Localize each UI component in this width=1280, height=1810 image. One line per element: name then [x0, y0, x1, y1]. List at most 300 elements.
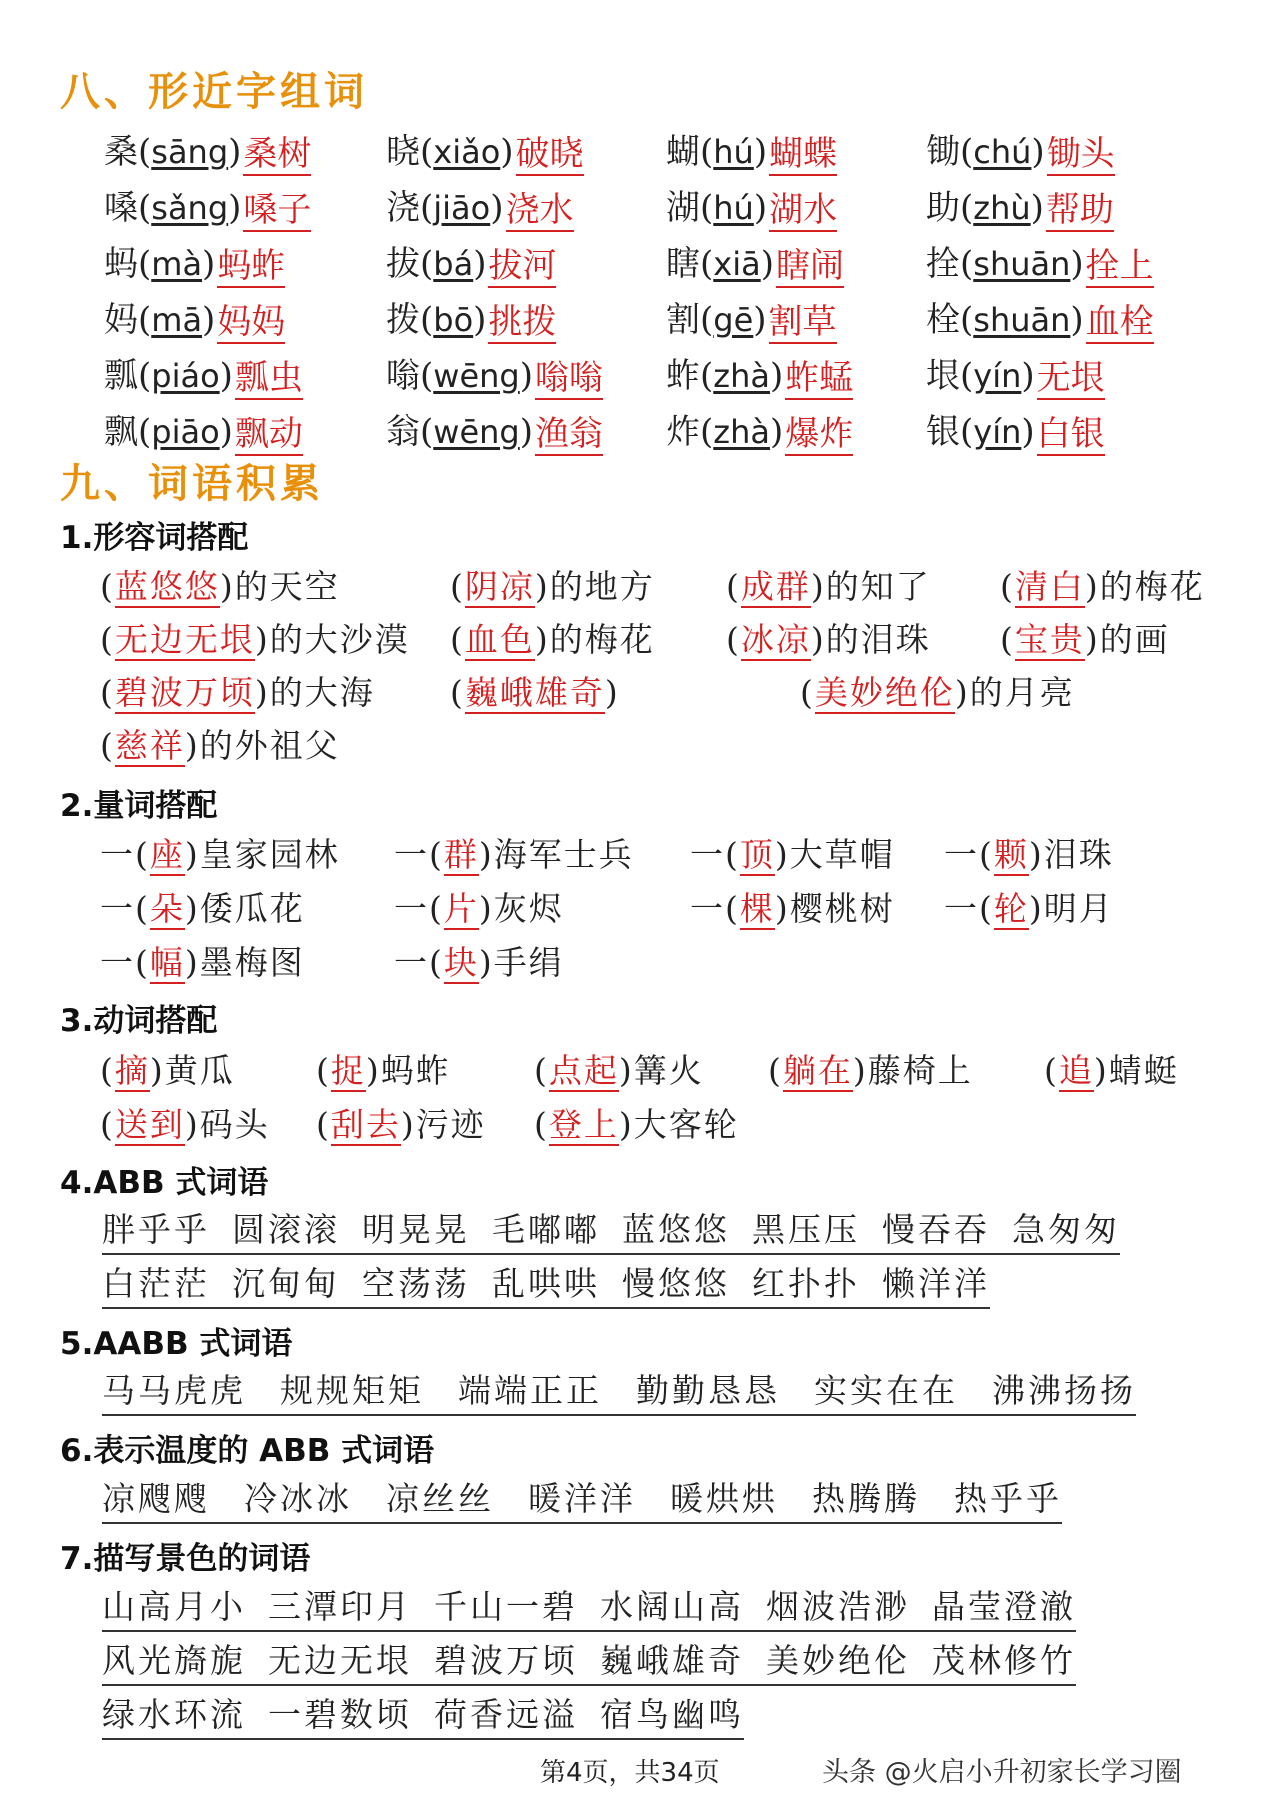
open-paren: ( [960, 188, 974, 228]
answer-word: 点起 [548, 1051, 619, 1090]
character: 翁 [386, 412, 420, 452]
character: 蚂 [104, 244, 138, 284]
close-paren: ) [1030, 188, 1044, 228]
close-paren: ) [184, 943, 200, 982]
prefix: 一 [100, 889, 135, 928]
open-paren: ( [725, 835, 740, 874]
similar-char-pair [666, 400, 853, 456]
word-item: 急匆匆 [1012, 1210, 1120, 1249]
pinyin: shuān [973, 301, 1071, 339]
answer-word: 顶 [739, 835, 775, 874]
character: 瓢 [104, 356, 138, 396]
answer-word: 湖水 [769, 190, 838, 230]
verb-collocation-title: 3.动词搭配 [60, 1003, 218, 1039]
answer-word: 美妙绝伦 [814, 673, 955, 712]
word-item: 沸沸扬扬 [992, 1371, 1136, 1410]
close-paren: ) [478, 889, 494, 928]
verb-phrase [100, 1103, 270, 1147]
close-paren: ) [760, 244, 774, 284]
answer-word: 破晓 [515, 134, 584, 174]
phrase-text: 篝火 [633, 1051, 704, 1090]
character: 蝴 [666, 132, 700, 172]
answer-word: 刮去 [330, 1105, 401, 1144]
close-paren: ) [219, 412, 233, 452]
word-item: 无边无垠 [268, 1641, 412, 1680]
word-item: 红扑扑 [752, 1264, 860, 1303]
similar-char-pair [926, 288, 1154, 344]
answer-word: 群 [443, 835, 479, 874]
word-item: 乱哄哄 [492, 1264, 600, 1303]
prefix: 一 [690, 889, 725, 928]
answer-word: 浇水 [505, 190, 574, 230]
scenery-words-line-1 [102, 1584, 1076, 1632]
similar-char-pair [104, 344, 303, 400]
pinyin: shuān [973, 245, 1071, 283]
similar-char-pair [926, 176, 1114, 232]
close-paren: ) [184, 726, 200, 765]
answer-word: 渔翁 [534, 414, 603, 454]
temperature-words-line-1 [102, 1476, 1062, 1524]
pinyin: zhà [713, 413, 770, 451]
pinyin: sāng [151, 133, 229, 171]
phrase-text: 的外祖父 [199, 726, 340, 765]
character: 蚱 [666, 356, 700, 396]
pinyin: mā [151, 301, 203, 339]
character: 炸 [666, 412, 700, 452]
word-item: 三潭印月 [268, 1587, 412, 1626]
phrase-text: 的月亮 [969, 673, 1075, 712]
scenery-words-line-2 [102, 1638, 1076, 1686]
open-paren: ( [100, 726, 115, 765]
word-item: 巍峨雄奇 [600, 1641, 744, 1680]
measure-word-phrase [944, 887, 1114, 931]
aabb-words-title: 5.AABB 式词语 [60, 1326, 293, 1362]
close-paren: ) [774, 889, 790, 928]
answer-word: 幅 [149, 943, 185, 982]
abb-words-line-1 [102, 1207, 1120, 1255]
close-paren: ) [473, 244, 487, 284]
open-paren: ( [1000, 620, 1015, 659]
close-paren: ) [1031, 132, 1045, 172]
close-paren: ) [1021, 412, 1035, 452]
pinyin: wēng [433, 357, 520, 395]
similar-char-pair [386, 232, 556, 288]
character: 拨 [386, 300, 420, 340]
similar-char-pair [666, 288, 837, 344]
word-item: 慢吞吞 [882, 1210, 990, 1249]
similar-char-pair [666, 176, 837, 232]
similar-char-row [104, 120, 1204, 176]
close-paren: ) [400, 1105, 416, 1144]
adjective-phrase [1000, 618, 1170, 662]
open-paren: ( [420, 188, 434, 228]
answer-word: 拴上 [1085, 246, 1154, 286]
word-item: 水阔山高 [600, 1587, 744, 1626]
word-item: 实实在在 [814, 1371, 958, 1410]
open-paren: ( [979, 835, 994, 874]
answer-word: 瞎闹 [775, 246, 844, 286]
adjective-phrase [100, 565, 340, 609]
similar-char-row [104, 176, 1204, 232]
open-paren: ( [768, 1051, 783, 1090]
pinyin: jiāo [433, 189, 491, 227]
word-item: 千山一碧 [434, 1587, 578, 1626]
similar-char-pair [666, 232, 844, 288]
phrase-text: 大客轮 [633, 1105, 739, 1144]
answer-word: 白银 [1036, 414, 1105, 454]
open-paren: ( [316, 1105, 331, 1144]
open-paren: ( [450, 620, 465, 659]
phrase-text: 的地方 [549, 567, 655, 606]
similar-char-pair [926, 232, 1154, 288]
verb-phrase [316, 1049, 451, 1093]
word-item: 马马虎虎 [102, 1371, 246, 1410]
pinyin: piáo [151, 357, 220, 395]
answer-word: 轮 [993, 889, 1029, 928]
pinyin: piāo [151, 413, 220, 451]
section-8-title: 八、形近字组词 [60, 69, 368, 115]
similar-char-row [104, 288, 1204, 344]
open-paren: ( [138, 300, 152, 340]
close-paren: ) [184, 889, 200, 928]
watermark: 头条 @火启小升初家长学习圈 [822, 1757, 1182, 1788]
similar-char-pair [386, 400, 603, 456]
open-paren: ( [534, 1051, 549, 1090]
phrase-text: 的泪珠 [825, 620, 931, 659]
similar-char-row [104, 344, 1204, 400]
phrase-text: 蚂蚱 [380, 1051, 451, 1090]
answer-word: 巍峨雄奇 [464, 673, 605, 712]
close-paren: ) [184, 835, 200, 874]
answer-word: 追 [1058, 1051, 1094, 1090]
word-item: 白茫茫 [102, 1264, 210, 1303]
phrase-text: 手绢 [493, 943, 564, 982]
close-paren: ) [228, 132, 242, 172]
verb-phrase [534, 1103, 739, 1147]
adjective-phrase [100, 724, 340, 768]
answer-word: 登上 [548, 1105, 619, 1144]
answer-word: 阴凉 [464, 567, 535, 606]
phrase-text: 藤椅上 [867, 1051, 973, 1090]
answer-word: 块 [443, 943, 479, 982]
word-item: 热腾腾 [812, 1479, 920, 1518]
adjective-phrase [450, 671, 620, 715]
open-paren: ( [1000, 567, 1015, 606]
verb-phrase [1044, 1049, 1179, 1093]
close-paren: ) [954, 673, 970, 712]
close-paren: ) [604, 673, 620, 712]
close-paren: ) [1084, 620, 1100, 659]
open-paren: ( [138, 244, 152, 284]
similar-char-pair [386, 288, 556, 344]
phrase-text: 樱桃树 [789, 889, 895, 928]
temperature-words-title: 6.表示温度的 ABB 式词语 [60, 1433, 435, 1469]
close-paren: ) [534, 620, 550, 659]
prefix: 一 [394, 889, 429, 928]
character: 湖 [666, 188, 700, 228]
phrase-text: 墨梅图 [199, 943, 305, 982]
open-paren: ( [138, 412, 152, 452]
open-paren: ( [138, 132, 152, 172]
character: 锄 [926, 132, 960, 172]
answer-word: 宝贵 [1014, 620, 1085, 659]
open-paren: ( [960, 244, 974, 284]
open-paren: ( [420, 244, 434, 284]
word-item: 圆滚滚 [232, 1210, 340, 1249]
open-paren: ( [726, 620, 741, 659]
verb-phrase [100, 1049, 235, 1093]
close-paren: ) [490, 188, 504, 228]
close-paren: ) [500, 132, 514, 172]
word-item: 山高月小 [102, 1587, 246, 1626]
close-paren: ) [365, 1051, 381, 1090]
answer-word: 飘动 [234, 414, 303, 454]
open-paren: ( [960, 356, 974, 396]
answer-word: 爆炸 [785, 414, 854, 454]
open-paren: ( [700, 132, 714, 172]
abb-words-title: 4.ABB 式词语 [60, 1165, 269, 1201]
answer-word: 蚱蜢 [785, 358, 854, 398]
close-paren: ) [753, 300, 767, 340]
word-item: 毛嘟嘟 [492, 1210, 600, 1249]
close-paren: ) [769, 412, 784, 452]
character: 飘 [104, 412, 138, 452]
answer-word: 送到 [114, 1105, 185, 1144]
close-paren: ) [534, 567, 550, 606]
measure-word-phrase [690, 833, 895, 877]
pinyin: gē [713, 301, 754, 339]
character: 拴 [926, 244, 960, 284]
open-paren: ( [726, 567, 741, 606]
pinyin: zhà [713, 357, 770, 395]
open-paren: ( [534, 1105, 549, 1144]
answer-word: 割草 [768, 302, 837, 342]
phrase-text: 的画 [1099, 620, 1170, 659]
pinyin: zhù [973, 189, 1031, 227]
phrase-text: 大草帽 [789, 835, 895, 874]
close-paren: ) [1070, 244, 1084, 284]
pinyin: chú [973, 133, 1032, 171]
pinyin: bá [433, 245, 474, 283]
close-paren: ) [473, 300, 487, 340]
similar-char-grid [104, 120, 1204, 456]
word-item: 绿水环流 [102, 1695, 246, 1734]
adjective-phrase [800, 671, 1075, 715]
open-paren: ( [100, 620, 115, 659]
adjective-phrase [100, 618, 410, 662]
word-item: 茂林修竹 [932, 1641, 1076, 1680]
close-paren: ) [519, 356, 533, 396]
word-item: 勤勤恳恳 [636, 1371, 780, 1410]
close-paren: ) [618, 1051, 634, 1090]
answer-word: 朵 [149, 889, 185, 928]
answer-word: 妈妈 [217, 302, 286, 342]
phrase-text: 码头 [199, 1105, 270, 1144]
word-item: 胖乎乎 [102, 1210, 210, 1249]
close-paren: ) [254, 673, 270, 712]
answer-word: 蓝悠悠 [114, 567, 220, 606]
character: 嗓 [104, 188, 138, 228]
answer-word: 血栓 [1085, 302, 1154, 342]
phrase-text: 的梅花 [549, 620, 655, 659]
word-item: 风光旖旎 [102, 1641, 246, 1680]
answer-word: 躺在 [782, 1051, 853, 1090]
phrase-text: 黄瓜 [164, 1051, 235, 1090]
answer-word: 无边无垠 [114, 620, 255, 659]
open-paren: ( [135, 835, 150, 874]
word-item: 凉飕飕 [102, 1479, 210, 1518]
verb-phrase [534, 1049, 704, 1093]
close-paren: ) [1093, 1051, 1109, 1090]
section-9-title: 九、词语积累 [60, 461, 324, 507]
answer-word: 棵 [739, 889, 775, 928]
open-paren: ( [429, 943, 444, 982]
open-paren: ( [700, 300, 714, 340]
open-paren: ( [138, 188, 152, 228]
open-paren: ( [700, 356, 714, 396]
adjective-collocation-title: 1.形容词搭配 [60, 520, 249, 556]
prefix: 一 [394, 943, 429, 982]
character: 浇 [386, 188, 420, 228]
close-paren: ) [1070, 300, 1084, 340]
measure-word-phrase [690, 887, 895, 931]
word-item: 凉丝丝 [386, 1479, 494, 1518]
answer-word: 拔河 [488, 246, 557, 286]
open-paren: ( [700, 244, 714, 284]
character: 割 [666, 300, 700, 340]
open-paren: ( [100, 567, 115, 606]
answer-word: 座 [149, 835, 185, 874]
character: 妈 [104, 300, 138, 340]
close-paren: ) [149, 1051, 165, 1090]
answer-word: 帮助 [1045, 190, 1114, 230]
measure-word-phrase [100, 887, 305, 931]
open-paren: ( [450, 567, 465, 606]
prefix: 一 [394, 835, 429, 874]
similar-char-pair [666, 120, 837, 176]
character: 垠 [926, 356, 960, 396]
prefix: 一 [100, 943, 135, 982]
open-paren: ( [100, 1105, 115, 1144]
pinyin: bō [433, 301, 474, 339]
similar-char-row [104, 400, 1204, 456]
scenery-words-line-3 [102, 1692, 744, 1740]
phrase-text: 的梅花 [1099, 567, 1205, 606]
close-paren: ) [478, 943, 494, 982]
answer-word: 清白 [1014, 567, 1085, 606]
measure-word-phrase [944, 833, 1114, 877]
verb-phrase [316, 1103, 486, 1147]
answer-word: 嗡嗡 [534, 358, 603, 398]
answer-word: 瓢虫 [234, 358, 303, 398]
character: 嗡 [386, 356, 420, 396]
close-paren: ) [769, 356, 784, 396]
close-paren: ) [810, 567, 826, 606]
phrase-text: 的大海 [269, 673, 375, 712]
close-paren: ) [852, 1051, 868, 1090]
word-item: 热乎乎 [954, 1479, 1062, 1518]
answer-word: 颗 [993, 835, 1029, 874]
answer-word: 嗓子 [243, 190, 312, 230]
open-paren: ( [420, 132, 434, 172]
word-item: 慢悠悠 [622, 1264, 730, 1303]
open-paren: ( [960, 132, 974, 172]
character: 栓 [926, 300, 960, 340]
open-paren: ( [420, 300, 434, 340]
character: 助 [926, 188, 960, 228]
word-item: 暖洋洋 [528, 1479, 636, 1518]
answer-word: 锄头 [1046, 134, 1115, 174]
adjective-phrase [450, 618, 655, 662]
phrase-text: 皇家园林 [199, 835, 340, 874]
adjective-phrase [450, 565, 655, 609]
word-item: 规规矩矩 [280, 1371, 424, 1410]
close-paren: ) [202, 300, 216, 340]
prefix: 一 [690, 835, 725, 874]
pinyin: xiā [713, 245, 761, 283]
word-item: 冷冰冰 [244, 1479, 352, 1518]
measure-word-phrase [394, 887, 564, 931]
word-item: 一碧数顷 [268, 1695, 412, 1734]
word-item: 晶莹澄澈 [932, 1587, 1076, 1626]
phrase-text: 污迹 [415, 1105, 486, 1144]
phrase-text: 海军士兵 [493, 835, 634, 874]
open-paren: ( [100, 673, 115, 712]
pinyin: sǎng [151, 189, 229, 227]
phrase-text: 明月 [1043, 889, 1114, 928]
word-item: 烟波浩渺 [766, 1587, 910, 1626]
similar-char-pair [104, 288, 285, 344]
close-paren: ) [753, 132, 768, 172]
character: 晓 [386, 132, 420, 172]
pinyin: hú [713, 133, 754, 171]
similar-char-pair [104, 400, 303, 456]
phrase-text: 蜻蜓 [1108, 1051, 1179, 1090]
measure-word-phrase [394, 941, 564, 985]
open-paren: ( [1044, 1051, 1059, 1090]
pinyin: wēng [433, 413, 520, 451]
word-item: 美妙绝伦 [766, 1641, 910, 1680]
word-item: 碧波万顷 [434, 1641, 578, 1680]
adjective-phrase [726, 618, 931, 662]
close-paren: ) [1028, 889, 1044, 928]
open-paren: ( [960, 300, 974, 340]
close-paren: ) [810, 620, 826, 659]
close-paren: ) [478, 835, 494, 874]
abb-words-line-2 [102, 1261, 990, 1309]
pinyin: yín [973, 413, 1022, 451]
word-item: 空荡荡 [362, 1264, 470, 1303]
close-paren: ) [1021, 356, 1035, 396]
character: 瞎 [666, 244, 700, 284]
measure-word-phrase [100, 833, 340, 877]
close-paren: ) [618, 1105, 634, 1144]
adjective-phrase [726, 565, 931, 609]
open-paren: ( [429, 835, 444, 874]
close-paren: ) [1084, 567, 1100, 606]
answer-word: 桑树 [243, 134, 312, 174]
word-item: 暖烘烘 [670, 1479, 778, 1518]
measure-word-phrase [100, 941, 305, 985]
similar-char-pair [386, 176, 574, 232]
measure-word-phrase [394, 833, 634, 877]
character: 银 [926, 412, 960, 452]
answer-word: 摘 [114, 1051, 150, 1090]
answer-word: 冰凉 [740, 620, 811, 659]
answer-word: 挑拨 [488, 302, 557, 342]
similar-char-pair [666, 344, 853, 400]
verb-phrase [768, 1049, 973, 1093]
